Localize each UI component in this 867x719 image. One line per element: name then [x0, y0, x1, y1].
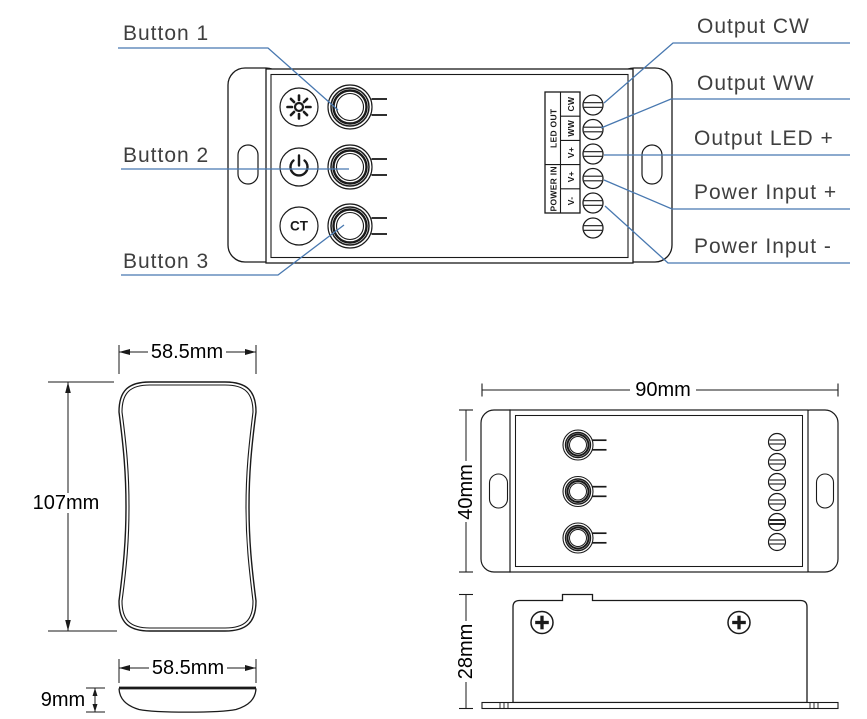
screw-terminal	[583, 193, 603, 213]
label-button-3: Button 3	[123, 250, 210, 273]
screw-terminal	[769, 434, 786, 451]
terminal-pin-ww: WW	[566, 119, 576, 137]
label-output-cw: Output CW	[697, 15, 810, 38]
dim-remote-side-height	[41, 688, 105, 712]
phillips-screw	[531, 612, 553, 634]
screw-terminal	[583, 144, 603, 164]
dim-text-remote-side-width: 58.5mm	[151, 657, 225, 679]
controller-side-body	[513, 595, 807, 703]
controller-top-view	[481, 410, 838, 572]
label-output-ww: Output WW	[697, 72, 815, 95]
dim-text-controller-height: 40mm	[455, 464, 477, 520]
label-power-input-plus: Power Input +	[694, 181, 838, 204]
screw-terminal	[769, 514, 786, 531]
screw-terminal	[583, 120, 603, 140]
controller-body	[510, 410, 808, 572]
controller-side-view	[482, 595, 838, 709]
screw-terminal	[583, 95, 603, 115]
terminal-group-led-out: LED OUT	[548, 108, 559, 149]
terminal-pin-cw: CW	[566, 96, 576, 112]
dim-text-controller-width: 90mm	[635, 379, 691, 401]
remote-side-view	[119, 688, 256, 712]
screw-terminal	[583, 169, 603, 189]
dim-remote-front-width	[119, 341, 256, 374]
terminal-pin-vminus-in: V-	[566, 196, 576, 206]
remote-front-view	[119, 382, 256, 631]
controller-front-view	[228, 68, 672, 263]
label-button-2: Button 2	[123, 144, 210, 167]
dim-text-remote-width: 58.5mm	[150, 341, 224, 363]
dim-text-controller-side-height: 28mm	[455, 623, 477, 680]
label-output-led: Output LED +	[694, 127, 834, 150]
screw-terminal	[769, 474, 786, 491]
screw-terminal	[769, 534, 786, 551]
terminal-group-power-in: POWER IN	[548, 166, 559, 212]
dim-text-remote-height: 107mm	[32, 492, 100, 514]
terminal-block	[545, 92, 580, 213]
dim-controller-side-height	[455, 595, 477, 709]
base-plate	[482, 703, 838, 709]
label-button-1: Button 1	[123, 22, 210, 45]
screw-terminal	[769, 454, 786, 471]
screw-terminal	[583, 218, 603, 238]
terminal-pin-vplus-out: V+	[566, 146, 576, 159]
terminal-pin-vplus-in: V+	[566, 171, 576, 183]
label-power-input-minus: Power Input -	[694, 235, 832, 258]
ct-button-label: CT	[290, 218, 308, 234]
dim-remote-side-width	[119, 657, 256, 683]
dim-controller-width	[482, 379, 838, 401]
dim-controller-height	[455, 410, 477, 572]
dim-text-remote-side-height: 9mm	[40, 689, 86, 711]
phillips-screw	[728, 612, 750, 634]
screw-terminal	[769, 494, 786, 511]
dim-remote-front-height	[33, 382, 117, 631]
